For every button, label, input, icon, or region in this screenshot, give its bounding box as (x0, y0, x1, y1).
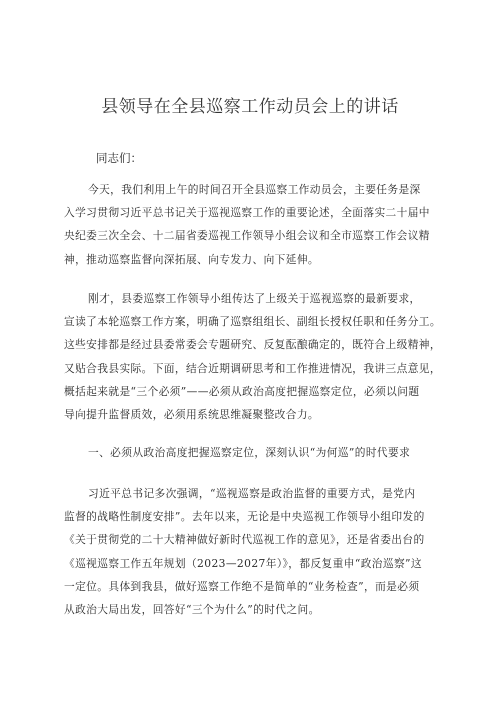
paragraph-line: 今天，我们利用上午的时间召开全县巡察工作动员会，主要任务是深 (88, 183, 421, 196)
paragraph-line: 导向提升监督质效，必须用系统思维凝聚整改合力。 (64, 408, 320, 422)
paragraph-line: 央纪委三次全会、十二届省委巡视工作领导小组会议和全市巡察工作会议精 (64, 229, 430, 243)
paragraph-line: 刚才，县委巡察工作领导小组传达了上级关于巡视巡察的最新要求， (88, 292, 421, 305)
paragraph-line: 《关于贯彻党的二十大精神做好新时代巡视工作的意见》，还是省委出台的 (64, 533, 425, 547)
greeting: 同志们： (96, 151, 142, 165)
paragraph-2 (64, 287, 446, 426)
paragraph-1 (64, 178, 446, 271)
section-heading-1 (64, 441, 446, 464)
paragraph-4 (64, 482, 446, 621)
paragraph-line: 概括起来就是“三个必须”——必须从政治高度把握巡察定位，必须以问题 (64, 384, 420, 398)
paragraph-line: 一定位。具体到我县，做好巡察工作绝不是简单的“业务检查”，而是必须 (64, 579, 420, 593)
paragraph-line: 神，推动巡察监督向深拓展、向专发力、向下延伸。 (64, 252, 320, 266)
paragraph-line: 入学习贯彻习近平总书记关于巡视巡察工作的重要论述，全面落实二十届中 (64, 206, 430, 220)
paragraph-line: 从政治大局出发，回答好“三个为什么”的时代之问。 (64, 603, 320, 617)
paragraph-line: 宣读了本轮巡察工作方案，明确了巡察组组长、副组长授权任职和任务分工。 (64, 315, 441, 329)
document-title: 县领导在全县巡察工作动员会上的讲话 (101, 97, 399, 117)
section-heading-text: 一、必须从政治高度把握巡察定位，深刻认识“为何巡”的时代要求 (88, 446, 411, 459)
paragraph-line: 这些安排都是经过县委常委会专题研究、反复酝酿确定的，既符合上级精神， (64, 338, 441, 352)
paragraph-line: 习近平总书记多次强调，“巡视巡察是政治监督的重要方式，是党内 (88, 487, 416, 500)
paragraph-line: 监督的战略性制度安排”。去年以来，无论是中央巡视工作领导小组印发的 (64, 510, 425, 524)
paragraph-line: 《巡视巡察工作五年规划（2023—2027年）》，都反复重申“政治巡察”这 (64, 556, 422, 570)
paragraph-line: 又贴合我县实际。下面，结合近期调研思考和工作推进情况，我讲三点意见， (64, 361, 441, 375)
